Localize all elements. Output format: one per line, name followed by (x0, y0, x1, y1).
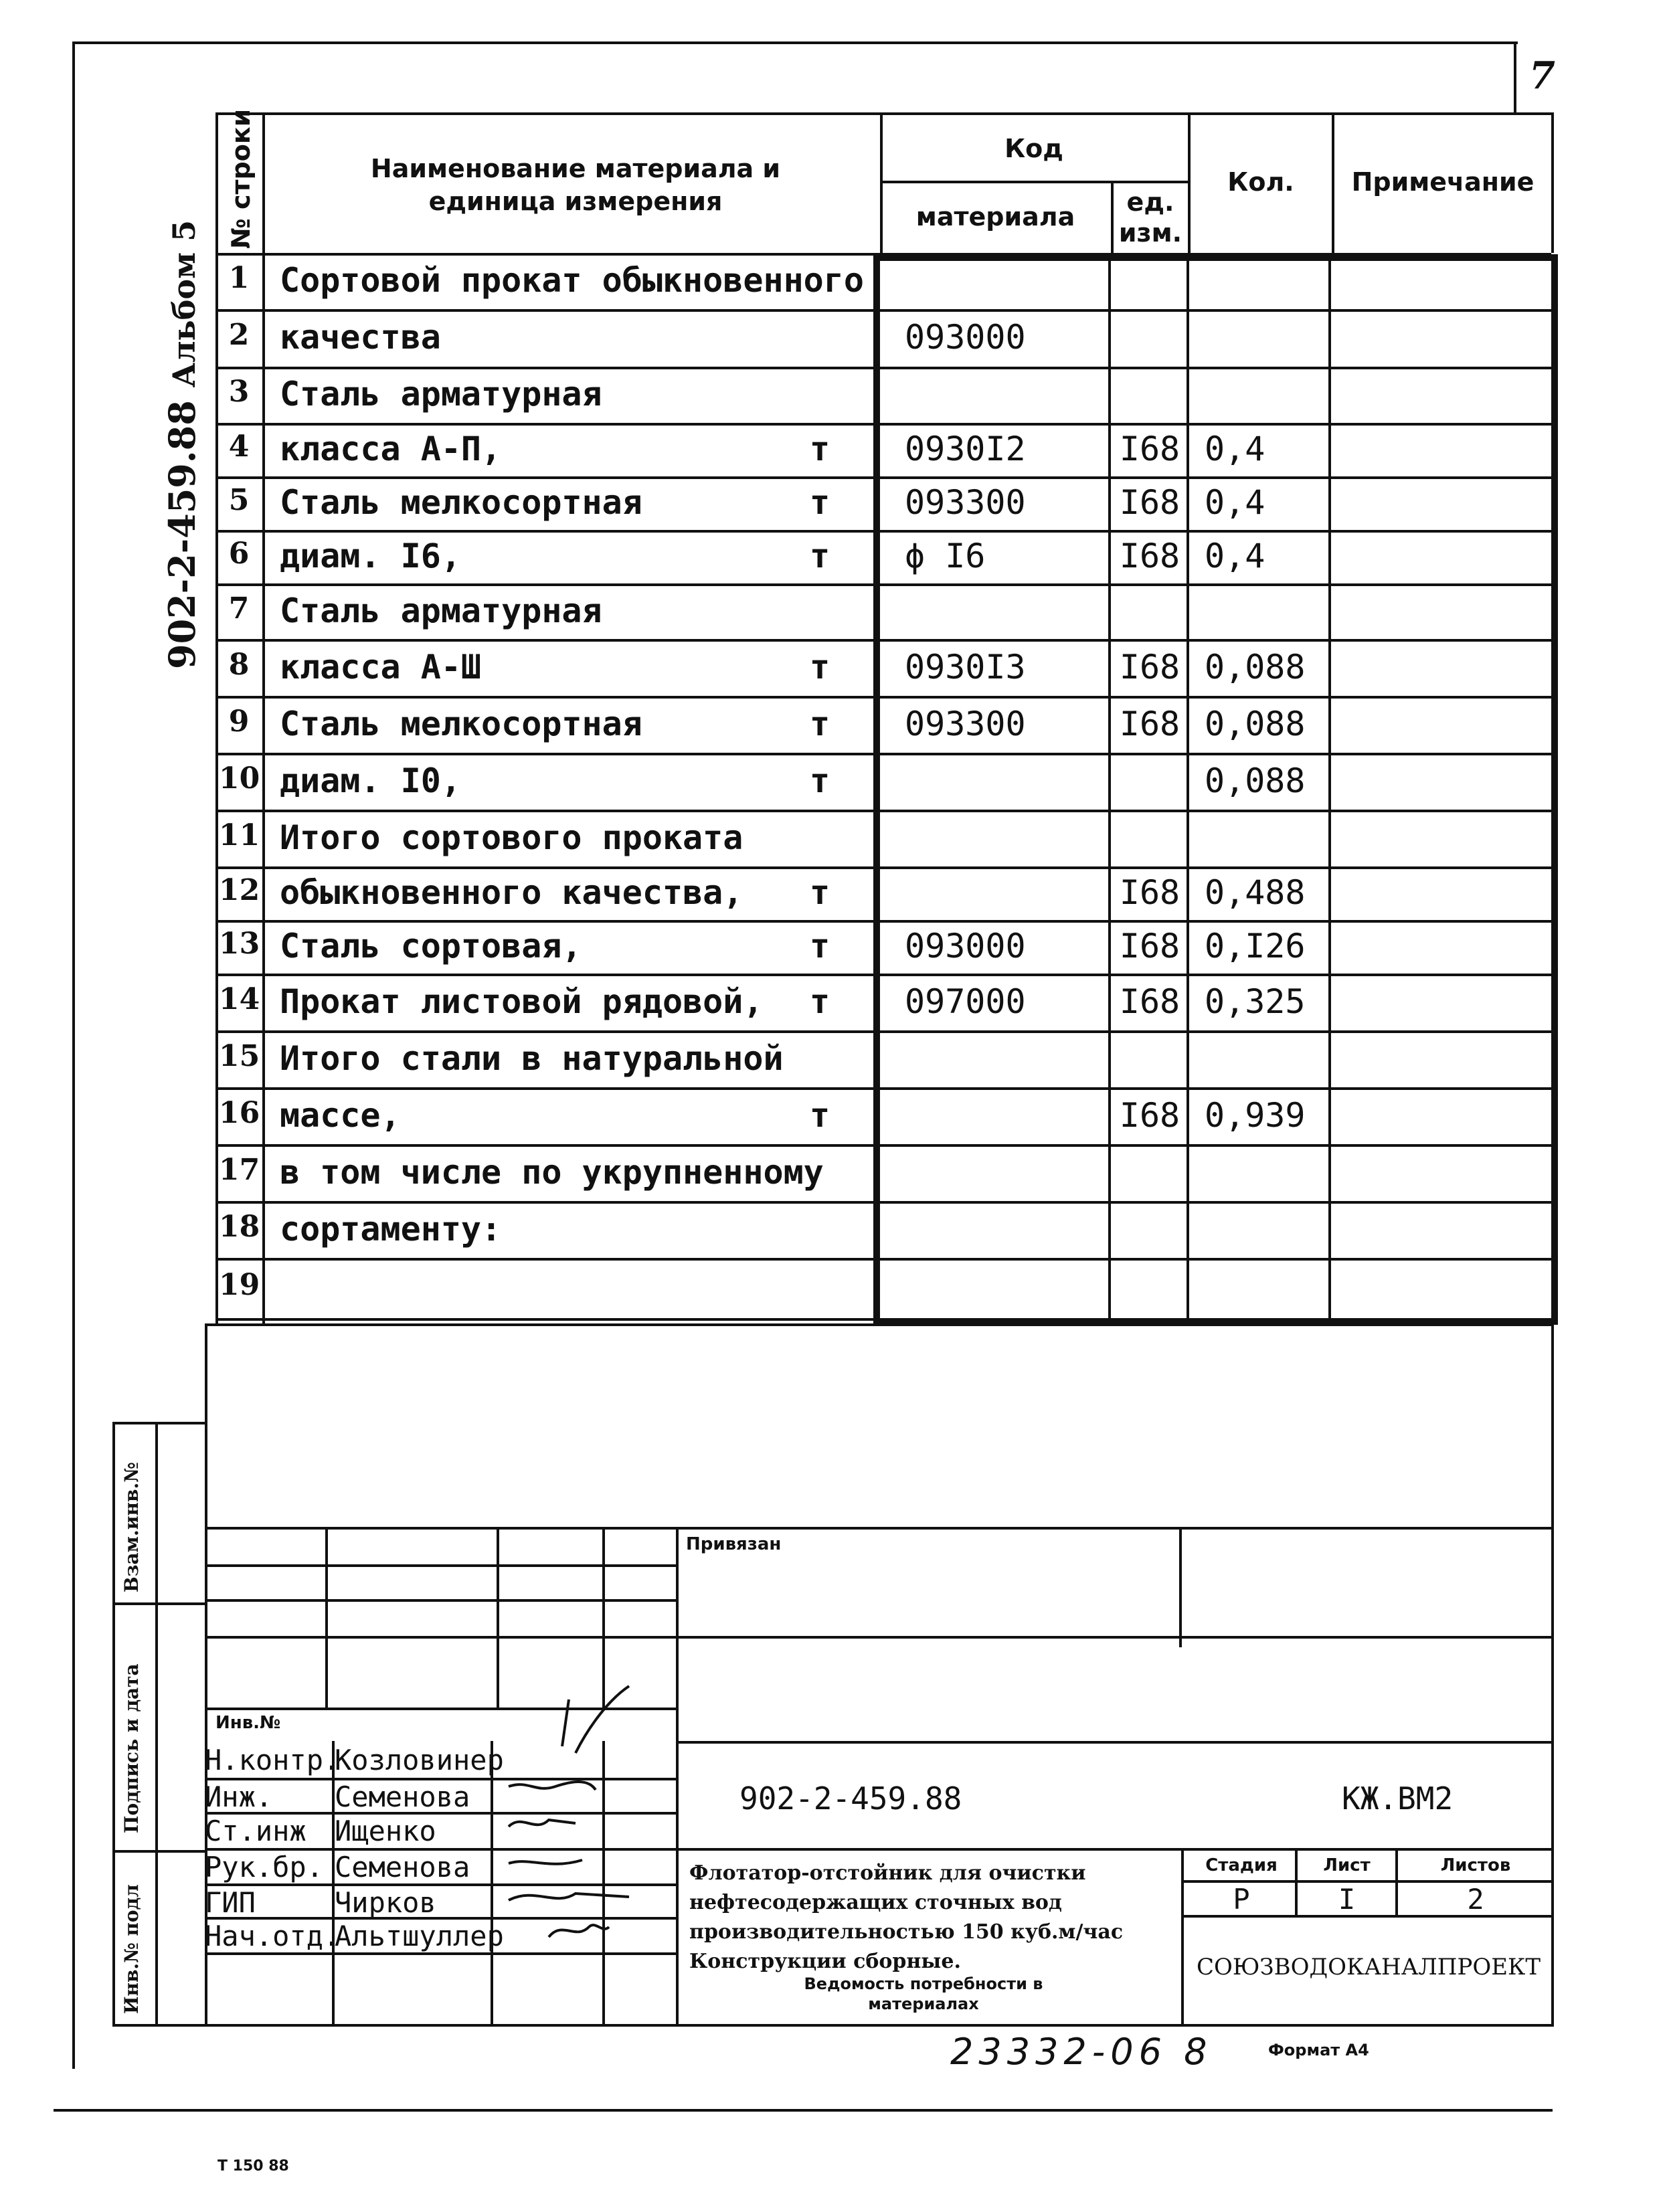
row-material-code: 093300 (905, 704, 1026, 743)
header-right-line (1551, 112, 1554, 253)
frame-top-line (72, 41, 1518, 44)
row-unit-t: т (810, 647, 830, 686)
row-material-name: обыкновенного качества, (280, 873, 743, 912)
tb-privyazan-divider (1179, 1527, 1182, 1647)
tb-stage-label: Стадия (1205, 1855, 1278, 1875)
row-material-name: сортаменту: (280, 1209, 502, 1249)
side-doc-code: 902-2-459.88 (161, 400, 203, 669)
row-unit-code: I68 (1119, 1095, 1180, 1135)
row-material-name: класса А-Ш (280, 647, 482, 686)
col-qty-line (1187, 254, 1189, 1318)
row-material-code: 093000 (905, 927, 1026, 965)
tb-privyazan: Привязан (686, 1534, 782, 1554)
row-number: 13 (219, 927, 260, 961)
row-material-name: качества (280, 318, 441, 357)
frame-right-line (1551, 1323, 1554, 2026)
row-material-name: Сталь мелкосортная (280, 483, 642, 522)
signatures-icon (495, 1673, 683, 1954)
col-rowno-left (215, 112, 218, 1323)
staff-role: Нач.отд. (205, 1920, 341, 1952)
row-unit-code: I68 (1119, 982, 1180, 1021)
tb-description (689, 1859, 1178, 1976)
tb-desc-line-4: Конструкции сборные. (689, 1950, 961, 1973)
staff-col1 (332, 1741, 335, 2026)
staff-role: Инж. (205, 1780, 273, 1813)
row-unit-t: т (810, 873, 830, 912)
row-unit-code: I68 (1119, 873, 1180, 912)
row-material-code: 0930I2 (905, 430, 1026, 468)
footer-code: Т 150 88 (217, 2158, 289, 2175)
format-label: Формат А4 (1268, 2041, 1369, 2059)
row-quantity: 0,I26 (1205, 927, 1306, 965)
col-rowno-right (262, 112, 265, 1323)
row-unit-t: т (810, 704, 830, 743)
staff-role: Рук.бр. (205, 1851, 324, 1883)
tb-description-sub (763, 1974, 1084, 2014)
row-number: 2 (228, 318, 250, 352)
row-quantity: 0,4 (1205, 430, 1265, 468)
row-unit-t: т (810, 761, 830, 800)
row-material-code: 0930I3 (905, 647, 1026, 686)
header-name: Наименование материала и единица измерения (370, 154, 781, 217)
header-material: материала (915, 202, 1075, 232)
cut-line (54, 2109, 1553, 2112)
staff-col1-top (325, 1527, 328, 1708)
row-unit-t: т (810, 483, 830, 522)
row-quantity: 0,088 (1205, 704, 1306, 743)
tb-desc-divider (1181, 1848, 1184, 2026)
col-unit-line (1108, 254, 1111, 1318)
row-quantity: 0,088 (1205, 761, 1306, 800)
row-number: 15 (219, 1038, 260, 1073)
tb-desc-sub-2: материалах (868, 1995, 979, 2013)
row-material-code: 093000 (905, 318, 1026, 357)
row-number: 16 (219, 1095, 260, 1130)
row-unit-code: I68 (1119, 647, 1180, 686)
row-material-name: Сортовой прокат обыкновенного (280, 261, 864, 300)
staff-name: Семенова (335, 1851, 470, 1883)
row-number: 19 (219, 1268, 260, 1302)
staff-role: Ст.инж (205, 1815, 306, 1847)
tb-doc-code: 902-2-459.88 (739, 1780, 962, 1817)
tb-desc-line-2: нефтесодержащих сточных вод (689, 1891, 1062, 1914)
notes-area-top (207, 1323, 1554, 1326)
tb-code-top (676, 1741, 1554, 1744)
row-quantity: 0,488 (1205, 873, 1306, 912)
tb-top-line (205, 1527, 1554, 1530)
row-quantity: 0,4 (1205, 537, 1265, 575)
row-number: 11 (219, 818, 260, 852)
code-subheader-line (880, 181, 1188, 183)
side-stamp-top (112, 1422, 206, 1424)
row-number: 14 (219, 982, 260, 1016)
row-unit-code: I68 (1119, 927, 1180, 965)
row-material-code: 097000 (905, 982, 1026, 1021)
row-material-name: Сталь арматурная (280, 375, 602, 413)
staff-name: Альтшуллер (335, 1920, 504, 1952)
tb-organization: СОЮЗВОДОКАНАЛПРОЕКТ (1196, 1954, 1541, 1980)
row-unit-t: т (810, 982, 830, 1021)
row-quantity: 0,088 (1205, 647, 1306, 686)
row-number: 1 (228, 261, 250, 295)
page-number: 7 (1529, 54, 1555, 98)
row-unit-t: т (810, 430, 830, 468)
stamp-podpis: Подпись и дата (120, 1663, 143, 1833)
staff-role: ГИП (205, 1886, 256, 1919)
staff-name: Козловинер (335, 1744, 504, 1776)
header-unit: ед. изм. (1118, 187, 1182, 248)
row-unit-code: I68 (1119, 537, 1180, 575)
side-stamp-div1 (112, 1602, 206, 1605)
tb-inv-no: Инв.№ (215, 1713, 281, 1733)
tb-desc-line-1: Флотатор-отстойник для очистки (689, 1861, 1086, 1885)
staff-name: Семенова (335, 1780, 470, 1813)
frame-left-line (72, 41, 75, 2069)
row-material-name: в том числе по укрупненному (280, 1152, 824, 1192)
tb-sheet-label: Лист (1323, 1855, 1371, 1875)
row-number: 7 (228, 591, 250, 626)
tb-stage: Р (1233, 1883, 1250, 1916)
row-number: 4 (228, 430, 250, 464)
tb-code-bottom (676, 1848, 1554, 1851)
staff-col2 (491, 1741, 493, 2026)
tb-privyazan-bottom (676, 1636, 1554, 1639)
row-unit-code: I68 (1119, 704, 1180, 743)
row-number: 17 (219, 1152, 260, 1187)
row-material-name: диам. I6, (280, 537, 461, 575)
staff-line-b (205, 1599, 676, 1602)
tb-doc-mark: КЖ.ВМ2 (1342, 1780, 1454, 1817)
header-code: Код (1004, 134, 1063, 163)
staff-role: Н.контр. (205, 1744, 341, 1776)
row-material-name: Сталь мелкосортная (280, 704, 642, 743)
row-material-name: Итого стали в натуральной (280, 1038, 784, 1078)
row-number: 18 (219, 1209, 260, 1244)
row-quantity: 0,939 (1205, 1095, 1306, 1135)
staff-line-c (205, 1636, 676, 1639)
header-top-line (215, 112, 1551, 115)
row-number: 12 (219, 873, 260, 907)
tb-desc-line-3: производительностью 150 куб.м/час (689, 1920, 1124, 1944)
row-unit-code: I68 (1119, 430, 1180, 468)
frame-bottom-line (112, 2024, 1554, 2027)
row-number: 10 (219, 761, 260, 796)
header-qty: Кол. (1227, 167, 1294, 197)
row-number: 5 (228, 483, 250, 517)
row-material-name: массе, (280, 1095, 401, 1135)
stamp-inv: Инв.№ подл (120, 1884, 143, 2014)
side-stamp-mid (155, 1422, 158, 2026)
row-quantity: 0,4 (1205, 483, 1265, 522)
staff-name: Чирков (335, 1886, 436, 1919)
tb-sheet: I (1338, 1883, 1356, 1916)
row-number: 3 (228, 375, 250, 409)
row-material-name: Сталь сортовая, (280, 927, 582, 965)
row-material-code: ϕ I6 (905, 537, 986, 575)
row-number: 9 (228, 704, 250, 739)
row-unit-t: т (810, 927, 830, 965)
row-material-name: диам. I0, (280, 761, 461, 800)
side-stamp-left (112, 1422, 115, 2026)
tb-sheets: 2 (1467, 1883, 1484, 1916)
row-material-name: Итого сортового проката (280, 818, 743, 857)
row-number: 8 (228, 647, 250, 682)
row-material-name: Сталь арматурная (280, 591, 602, 630)
row-quantity: 0,325 (1205, 982, 1306, 1021)
tb-desc-sub-1: Ведомость потребности в (804, 1974, 1043, 1993)
col-note-line (1328, 254, 1331, 1318)
side-album: Альбом 5 (166, 219, 202, 388)
staff-line-a (205, 1564, 676, 1567)
side-stamp-div2 (112, 1850, 206, 1853)
header-row-no: № строки (226, 108, 256, 249)
row-unit-t: т (810, 1095, 830, 1135)
header-note: Примечание (1351, 167, 1534, 197)
row-material-code: 093300 (905, 483, 1026, 522)
stamp-vzam: Взам.инв.№ (120, 1462, 143, 1592)
handwritten-number: 23332-06 8 (950, 2031, 1213, 2073)
row-unit-t: т (810, 537, 830, 575)
tb-sheets-label: Листов (1440, 1855, 1511, 1875)
row-number: 6 (228, 537, 250, 571)
row-material-name: Прокат листовой рядовой, (280, 982, 764, 1021)
row-unit-code: I68 (1119, 483, 1180, 522)
page-number-box-line (1514, 41, 1516, 115)
row-material-name: класса А-П, (280, 430, 502, 468)
staff-name: Ищенко (335, 1815, 436, 1847)
side-album-label (161, 220, 203, 669)
